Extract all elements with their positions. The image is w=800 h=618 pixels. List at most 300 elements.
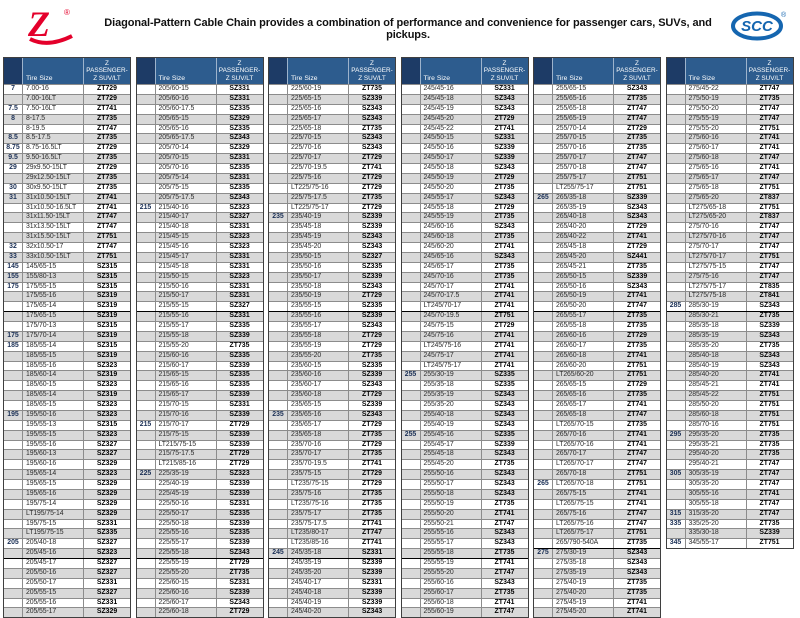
part-number-cell: SZ339	[361, 272, 383, 280]
tire-size-cell: 215/65-17	[156, 391, 217, 400]
table-row	[667, 519, 793, 529]
size-marker-cell	[269, 500, 288, 509]
page-header	[0, 0, 800, 57]
tire-size-cell: 225/50-18	[156, 520, 217, 529]
part-number-cell: ZT735	[362, 193, 382, 201]
size-marker-cell	[269, 352, 288, 361]
tire-size-cell: 265/75-16	[553, 510, 614, 519]
part-number-cell: ZT741	[627, 440, 647, 448]
size-marker-cell	[667, 204, 686, 213]
table-row	[4, 282, 130, 292]
size-marker-cell	[269, 105, 288, 114]
part-number-cell: SZ343	[494, 450, 515, 458]
part-number-cell: SZ323	[96, 361, 118, 369]
part-number-cell: SZ339	[229, 519, 250, 527]
table-row	[137, 479, 263, 489]
part-number-cell: SZ331	[229, 312, 250, 320]
size-marker-cell	[137, 500, 156, 509]
tire-size-cell: 265/790-540A	[553, 539, 614, 548]
part-number-cell: ZT747	[97, 213, 117, 221]
size-marker-cell	[402, 529, 421, 538]
size-marker-cell	[667, 273, 686, 282]
part-number-cell: ZT741	[494, 124, 515, 132]
tire-size-cell: 245/60-16	[421, 223, 482, 232]
size-marker-cell: 235	[269, 213, 288, 222]
table-row	[137, 222, 263, 232]
size-marker-cell	[402, 115, 421, 124]
part-number-cell: SZ331	[96, 519, 118, 527]
tire-size-cell: 33x10.50-15LT	[23, 253, 84, 262]
table-row	[667, 291, 793, 301]
table-row	[4, 301, 130, 311]
part-number-cell: ZT735	[97, 154, 117, 162]
table-row	[269, 390, 395, 400]
tire-size-cell: 215/70-15	[156, 401, 217, 410]
part-number-cell: SZ339	[361, 371, 383, 379]
tire-size-cell: 225/65-15	[288, 95, 349, 104]
size-marker-cell	[534, 411, 553, 420]
size-marker-cell	[137, 332, 156, 341]
table-row	[534, 282, 660, 292]
tire-size-cell: 175/70-13	[23, 322, 84, 331]
tire-size-cell: 305/55-18	[686, 500, 747, 509]
tire-size-cell: 255/50-21	[421, 520, 482, 529]
tire-size-cell: LT275/70-17	[686, 253, 747, 262]
size-marker-cell	[667, 174, 686, 183]
table-row	[137, 430, 263, 440]
part-number-cell: SZ327	[96, 568, 118, 576]
tire-size-cell: 195/60-16	[23, 460, 84, 469]
part-number-cell: ZT741	[759, 134, 780, 142]
size-marker-cell	[4, 480, 23, 489]
table-row	[667, 114, 793, 124]
size-marker-cell	[269, 490, 288, 499]
part-number-cell: SZ323	[96, 549, 118, 557]
table-row	[402, 212, 528, 222]
size-marker-cell	[269, 204, 288, 213]
tire-size-cell: 285/40-18	[686, 352, 747, 361]
part-number-cell: ZT735	[759, 440, 780, 448]
table-row	[269, 341, 395, 351]
table-row	[269, 400, 395, 410]
tire-size-cell: 295/35-21	[686, 441, 747, 450]
tire-size-cell: 175/65-15	[23, 312, 84, 321]
tire-fitment-table	[0, 57, 800, 618]
table-row	[4, 430, 130, 440]
table-row	[137, 173, 263, 183]
size-marker-cell	[667, 95, 686, 104]
tire-size-cell: 265/50-19	[553, 292, 614, 301]
tire-size-cell: 235/50-19	[288, 292, 349, 301]
table-row	[269, 509, 395, 519]
tire-size-cell: 245/75-16	[421, 332, 482, 341]
table-row	[137, 459, 263, 469]
table-row	[534, 509, 660, 519]
size-marker-cell	[534, 213, 553, 222]
size-marker-cell	[402, 579, 421, 588]
tire-size-cell: 245/70-17.5	[421, 292, 482, 301]
size-column-group	[3, 57, 131, 618]
table-row	[534, 607, 660, 617]
part-number-cell: ZT741	[627, 292, 647, 300]
tire-size-cell: 185/65-15	[23, 401, 84, 410]
table-row	[534, 410, 660, 420]
table-row	[534, 370, 660, 380]
size-marker-cell	[402, 421, 421, 430]
size-marker-cell	[402, 144, 421, 153]
table-row	[137, 183, 263, 193]
table-row	[402, 331, 528, 341]
table-row	[269, 252, 395, 262]
table-row	[4, 400, 130, 410]
table-row	[4, 578, 130, 588]
table-row	[4, 380, 130, 390]
tire-size-cell: 275/50-19	[686, 95, 747, 104]
tire-size-cell: 275/55-20	[686, 125, 747, 134]
table-row	[137, 400, 263, 410]
tire-size-cell: 235/50-17	[288, 273, 349, 282]
part-number-cell: SZ339	[229, 489, 250, 497]
tire-size-cell: 255/65-18	[553, 105, 614, 114]
part-number-cell: ZT729	[97, 144, 117, 152]
table-row	[269, 489, 395, 499]
part-number-cell: ZT735	[627, 341, 647, 349]
tire-size-cell: 255/45-18	[421, 450, 482, 459]
tire-size-cell: LT275/75-15	[686, 263, 747, 272]
table-row	[667, 499, 793, 509]
part-number-cell: ZT835	[759, 282, 780, 290]
size-marker-cell	[402, 292, 421, 301]
table-row	[667, 183, 793, 193]
tire-size-cell: 31x10.50-15LT	[23, 194, 84, 203]
part-number-column-header: Z PASSENGER- Z SUV/LT	[218, 59, 261, 82]
size-marker-cell	[137, 253, 156, 262]
table-row	[534, 124, 660, 134]
size-marker-cell: 215	[137, 421, 156, 430]
table-row	[534, 351, 660, 361]
size-marker-cell	[137, 480, 156, 489]
table-row	[667, 538, 793, 548]
table-row	[534, 301, 660, 311]
tire-size-cell: 265/55-18	[553, 322, 614, 331]
table-row	[667, 163, 793, 173]
table-row	[402, 84, 528, 94]
tire-size-cell: 255/35-19	[421, 391, 482, 400]
table-row	[667, 489, 793, 499]
size-marker-cell	[4, 520, 23, 529]
table-row	[269, 163, 395, 173]
part-number-cell: ZT741	[362, 460, 382, 468]
size-marker-cell	[667, 243, 686, 252]
table-row	[4, 469, 130, 479]
size-marker-cell	[269, 164, 288, 173]
table-row	[269, 588, 395, 598]
corner-header-cell	[269, 58, 288, 84]
table-row	[667, 479, 793, 489]
size-marker-cell	[4, 362, 23, 371]
size-marker-cell	[269, 362, 288, 371]
table-row	[667, 361, 793, 371]
size-marker-cell	[137, 223, 156, 232]
part-number-cell: SZ343	[494, 578, 515, 586]
tire-size-cell: 225/70-19.5	[288, 164, 349, 173]
table-row	[269, 519, 395, 529]
tire-size-cell: 245/70-17	[421, 283, 482, 292]
table-row	[4, 499, 130, 509]
tire-size-cell: 255/60-16	[421, 579, 482, 588]
part-number-cell: SZ331	[229, 85, 250, 92]
size-marker-cell	[269, 125, 288, 134]
table-row	[137, 133, 263, 143]
table-row	[269, 479, 395, 489]
table-row	[269, 242, 395, 252]
tire-size-cell: 265/65-18	[553, 411, 614, 420]
size-marker-cell	[534, 312, 553, 321]
tire-size-cell: LT265/75-17	[553, 529, 614, 538]
part-number-cell: ZT751	[627, 183, 647, 191]
size-marker-cell	[269, 371, 288, 380]
part-number-cell: ZT735	[627, 391, 647, 399]
part-number-cell: ZT741	[494, 302, 515, 310]
tire-size-cell: 215/65-15	[156, 371, 217, 380]
part-number-cell: ZT751	[97, 252, 117, 260]
tire-size-cell: 305/35-20	[686, 480, 747, 489]
part-number-cell: SZ339	[361, 568, 383, 576]
tire-size-cell: LT265/75-15	[553, 500, 614, 509]
tire-size-cell: 235/55-20	[288, 352, 349, 361]
table-row	[4, 341, 130, 351]
size-marker-cell	[137, 569, 156, 578]
size-marker-cell	[4, 500, 23, 509]
tire-size-cell: 185/60-15	[23, 381, 84, 390]
part-number-cell: SZ343	[361, 114, 383, 122]
size-marker-cell	[269, 85, 288, 94]
part-number-cell: SZ323	[229, 243, 250, 250]
tire-size-cell: 215/45-16	[156, 243, 217, 252]
part-number-cell: ZT747	[627, 302, 647, 310]
part-number-cell: ZT741	[97, 193, 117, 201]
tire-size-cell: 265/40-20	[553, 223, 614, 232]
tire-size-cell: 205/60-17.5	[156, 105, 217, 114]
column-group-header	[269, 58, 395, 84]
part-number-cell: ZT747	[627, 104, 647, 112]
tire-size-cell: 205/55-16	[23, 599, 84, 608]
tire-size-cell: 255/75-17	[553, 174, 614, 183]
size-marker-cell	[402, 204, 421, 213]
size-marker-cell	[269, 441, 288, 450]
tire-size-cell: 275/50-20	[686, 105, 747, 114]
table-row	[4, 242, 130, 252]
table-row	[4, 390, 130, 400]
table-row	[534, 361, 660, 371]
table-row	[4, 203, 130, 213]
part-number-cell: SZ327	[96, 440, 118, 448]
table-row	[402, 598, 528, 608]
part-number-cell: ZT741	[494, 331, 515, 339]
tire-size-cell: 205/65-17.5	[156, 134, 217, 143]
tire-size-cell: 335/25-20	[686, 520, 747, 529]
part-number-cell: ZT729	[97, 85, 117, 92]
table-row	[402, 440, 528, 450]
table-row	[269, 558, 395, 568]
size-marker-cell	[667, 529, 686, 538]
part-number-cell: ZT729	[362, 203, 382, 211]
tire-size-cell: 235/70-19.5	[288, 460, 349, 469]
tire-size-cell: 265/65-17	[553, 401, 614, 410]
part-number-cell: SZ335	[229, 529, 250, 537]
tire-size-cell: 225/55-16	[156, 529, 217, 538]
size-marker-cell	[667, 352, 686, 361]
size-marker-cell	[137, 263, 156, 272]
table-row	[269, 222, 395, 232]
tire-size-cell: LT265/70-17	[553, 460, 614, 469]
size-marker-cell	[402, 539, 421, 548]
table-row	[269, 449, 395, 459]
tire-size-cell: 8.5-17.5	[23, 134, 84, 143]
tire-size-cell: 175/65-14	[23, 302, 84, 311]
tire-size-cell: 185/60-14	[23, 371, 84, 380]
part-number-cell: ZT741	[97, 104, 117, 112]
tire-size-cell: 235/70-17	[288, 450, 349, 459]
table-row	[402, 588, 528, 598]
size-marker-cell: 29	[4, 164, 23, 173]
tire-size-cell: 265/45-18	[553, 243, 614, 252]
size-marker-cell	[269, 579, 288, 588]
size-marker-cell	[269, 599, 288, 608]
size-marker-cell	[667, 184, 686, 193]
size-marker-cell	[137, 233, 156, 242]
part-number-cell: SZ331	[229, 578, 250, 586]
size-marker-cell: 225	[137, 470, 156, 479]
part-number-cell: ZT741	[627, 608, 647, 616]
size-marker-cell: 8	[4, 115, 23, 124]
corner-header-cell	[667, 58, 686, 84]
table-row	[137, 291, 263, 301]
size-marker-cell	[4, 233, 23, 242]
tire-size-cell: 235/45-18	[288, 223, 349, 232]
part-number-cell: SZ339	[229, 410, 250, 418]
tire-size-cell: 215/45-15	[156, 233, 217, 242]
tire-size-cell: 205/65-15	[156, 115, 217, 124]
size-marker-cell	[4, 381, 23, 390]
part-number-cell: ZT735	[494, 183, 515, 191]
table-row	[402, 232, 528, 242]
size-marker-cell	[402, 233, 421, 242]
size-marker-cell	[137, 95, 156, 104]
tire-size-cell: 215/70-17	[156, 421, 217, 430]
size-marker-cell	[269, 342, 288, 351]
size-marker-cell	[4, 589, 23, 598]
tire-size-cell: 255/55-17	[421, 539, 482, 548]
tire-size-cell: 285/50-20	[686, 401, 747, 410]
size-marker-cell	[269, 95, 288, 104]
table-row	[4, 479, 130, 489]
part-number-cell: ZT735	[362, 85, 382, 92]
part-number-cell: SZ343	[759, 331, 780, 339]
table-row	[137, 370, 263, 380]
size-marker-cell: 235	[269, 411, 288, 420]
tire-size-cell: 255/55-19	[421, 559, 482, 568]
size-marker-cell	[402, 362, 421, 371]
table-row	[534, 311, 660, 321]
tire-size-cell: 31x11.50-15LT	[23, 213, 84, 222]
part-number-cell: ZT747	[759, 243, 780, 250]
size-marker-cell	[137, 352, 156, 361]
tire-size-cell: 255/35-20	[421, 401, 482, 410]
table-row	[534, 222, 660, 232]
table-row	[4, 370, 130, 380]
tire-size-cell: 225/45-19	[156, 490, 217, 499]
part-number-cell: SZ323	[229, 233, 250, 241]
size-marker-cell	[137, 283, 156, 292]
size-marker-cell	[269, 292, 288, 301]
part-number-cell: SZ329	[96, 460, 118, 468]
table-row	[4, 509, 130, 519]
part-number-cell: SZ315	[96, 282, 118, 290]
part-number-cell: ZT751	[759, 391, 780, 399]
table-row	[137, 519, 263, 529]
tire-size-column-header: Tire Size	[23, 58, 84, 84]
tire-size-cell: LT265/60-20	[553, 371, 614, 380]
size-marker-cell	[137, 401, 156, 410]
tire-size-cell: 215/60-16	[156, 352, 217, 361]
part-number-column-header: Z PASSENGER- Z SUV/LT	[483, 59, 526, 82]
tire-size-cell: 205/60-16	[156, 95, 217, 104]
part-number-cell: ZT751	[494, 312, 515, 320]
table-row	[4, 153, 130, 163]
table-row	[269, 548, 395, 558]
table-row	[402, 242, 528, 252]
tire-size-cell: 225/60-16	[156, 589, 217, 598]
table-row	[402, 380, 528, 390]
tire-size-cell: 245/55-18	[421, 204, 482, 213]
size-marker-cell	[534, 569, 553, 578]
size-marker-cell	[269, 194, 288, 203]
tire-size-cell: 175/70-14	[23, 332, 84, 341]
tire-size-cell: 245/70-16	[421, 273, 482, 282]
size-marker-cell	[534, 105, 553, 114]
part-number-cell: ZT735	[229, 341, 250, 349]
z-logo-registered-mark: ®	[64, 8, 70, 17]
table-row	[269, 351, 395, 361]
size-marker-cell	[4, 431, 23, 440]
part-number-cell: SZ329	[96, 489, 118, 497]
size-marker-cell	[534, 292, 553, 301]
table-row	[269, 104, 395, 114]
part-number-cell: SZ327	[229, 302, 250, 310]
part-number-cell: ZT747	[494, 608, 515, 616]
size-marker-cell	[402, 95, 421, 104]
part-number-cell: SZ339	[361, 312, 383, 320]
part-number-cell: SZ327	[96, 588, 118, 596]
size-marker-cell	[137, 431, 156, 440]
tire-size-cell: 245/45-20	[421, 115, 482, 124]
part-number-cell: ZT735	[362, 450, 382, 458]
tire-size-cell: 205/55-15	[23, 589, 84, 598]
tire-size-cell: 195/75-14	[23, 500, 84, 509]
part-number-cell: ZT747	[627, 114, 647, 122]
table-row	[4, 272, 130, 282]
size-marker-cell	[137, 342, 156, 351]
table-row	[667, 459, 793, 469]
size-marker-cell	[137, 302, 156, 311]
size-marker-cell	[269, 223, 288, 232]
size-marker-cell	[137, 115, 156, 124]
table-row	[137, 588, 263, 598]
tire-size-cell: LT245/75-16	[421, 342, 482, 351]
part-number-cell: SZ327	[96, 450, 118, 458]
tire-size-cell: 225/55-19	[156, 559, 217, 568]
